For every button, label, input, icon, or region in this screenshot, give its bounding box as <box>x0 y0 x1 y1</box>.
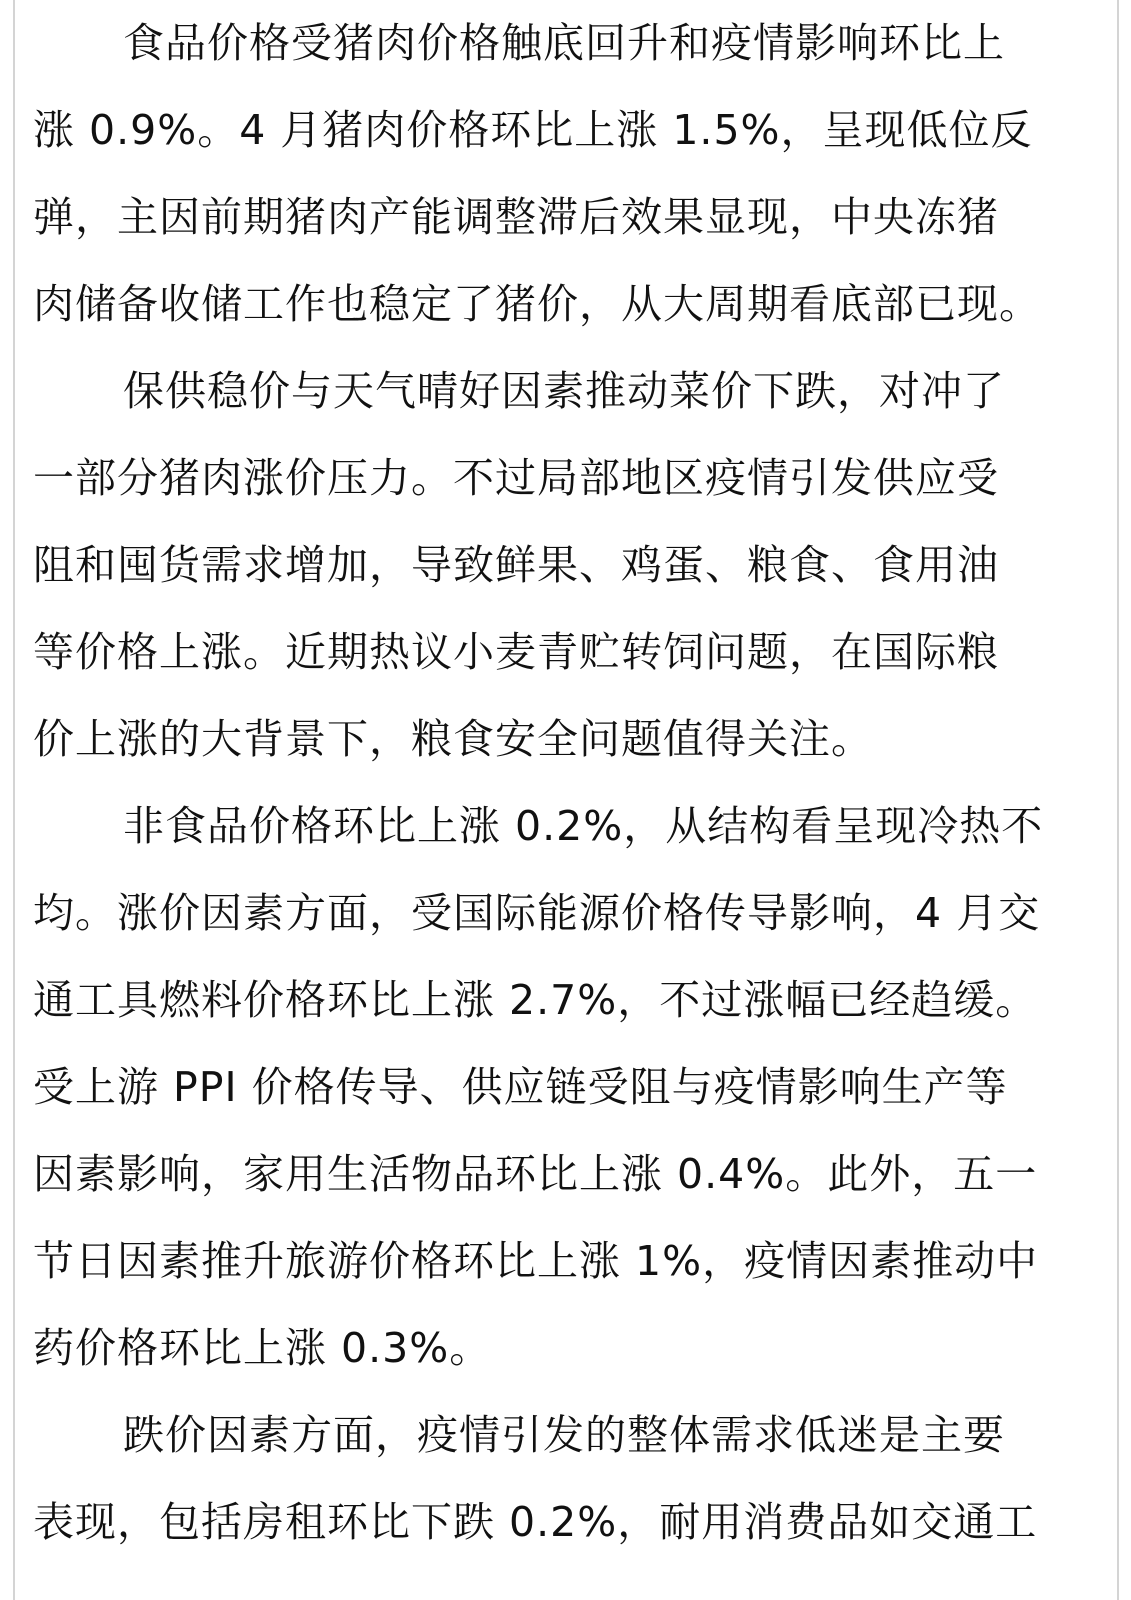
paragraph-3-line-3: 通工具燃料价格环比上涨 2.7%，不过涨幅已经趋缓。 <box>33 976 1038 1024</box>
paragraph-4-line-2: 表现，包括房租环比下跌 0.2%，耐用消费品如交通工 <box>33 1498 1038 1546</box>
paragraph-2-line-2: 一部分猪肉涨价压力。不过局部地区疫情引发供应受 <box>33 454 999 502</box>
paragraph-4-line-1: 跌价因素方面，疫情引发的整体需求低迷是主要 <box>123 1411 1005 1459</box>
paragraph-3-line-5: 因素影响，家用生活物品环比上涨 0.4%。此外，五一 <box>33 1150 1038 1198</box>
paragraph-3-line-2: 均。涨价因素方面，受国际能源价格传导影响，4 月交 <box>33 889 1041 937</box>
right-border <box>1117 0 1119 1600</box>
paragraph-2-line-4: 等价格上涨。近期热议小麦青贮转饲问题，在国际粮 <box>33 628 999 676</box>
paragraph-3-line-7: 药价格环比上涨 0.3%。 <box>33 1324 492 1372</box>
paragraph-1-line-2: 涨 0.9%。4 月猪肉价格环比上涨 1.5%，呈现低位反 <box>33 106 1033 154</box>
left-border <box>13 0 15 1600</box>
paragraph-3-line-1: 非食品价格环比上涨 0.2%，从结构看呈现冷热不 <box>123 802 1044 850</box>
paragraph-1-line-1: 食品价格受猪肉价格触底回升和疫情影响环比上 <box>123 19 1005 67</box>
paragraph-2-line-3: 阻和囤货需求增加，导致鲜果、鸡蛋、粮食、食用油 <box>33 541 999 589</box>
paragraph-2-line-1: 保供稳价与天气晴好因素推动菜价下跌，对冲了 <box>123 367 1005 415</box>
paragraph-2-line-5: 价上涨的大背景下，粮食安全问题值得关注。 <box>33 715 873 763</box>
paragraph-1-line-3: 弹，主因前期猪肉产能调整滞后效果显现，中央冻猪 <box>33 193 999 241</box>
paragraph-3-line-6: 节日因素推升旅游价格环比上涨 1%，疫情因素推动中 <box>33 1237 1039 1285</box>
paragraph-3-line-4: 受上游 PPI 价格传导、供应链受阻与疫情影响生产等 <box>33 1063 1008 1111</box>
paragraph-1-line-4: 肉储备收储工作也稳定了猪价，从大周期看底部已现。 <box>33 280 1041 328</box>
